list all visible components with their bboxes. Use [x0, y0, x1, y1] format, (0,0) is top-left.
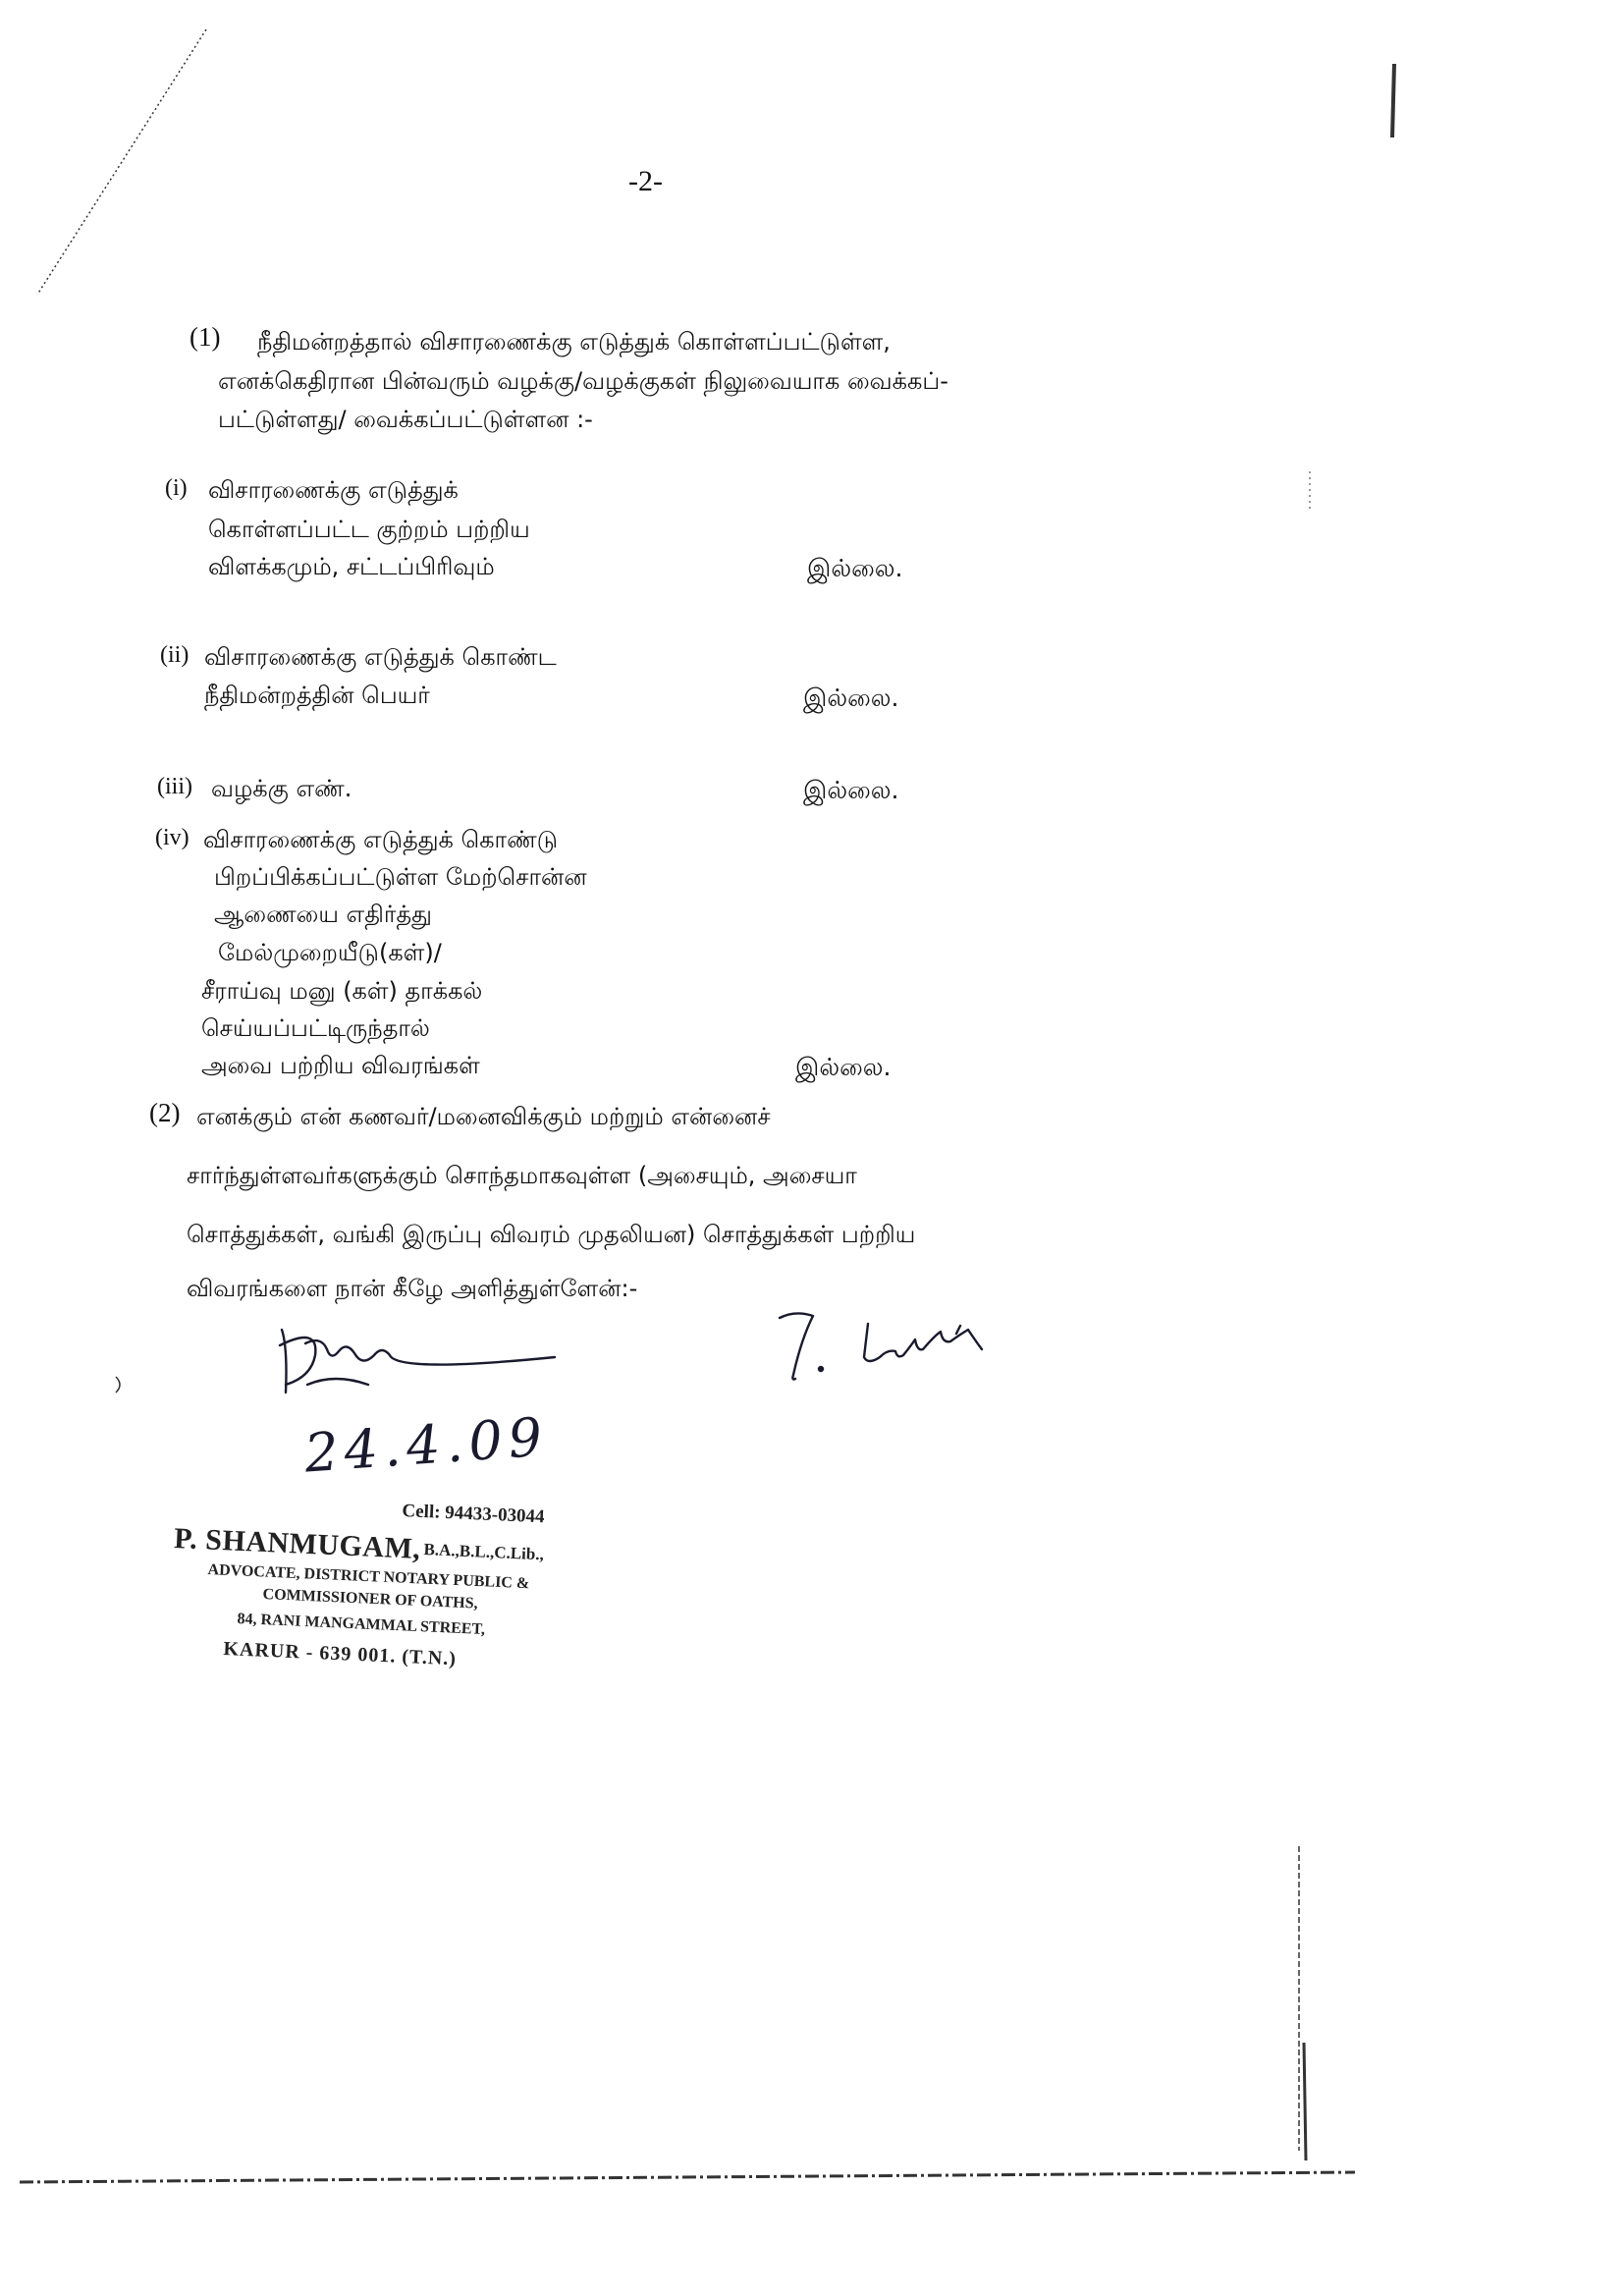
item-iv-line-1: விசாரணைக்கு எடுத்துக் கொண்டு: [203, 826, 559, 853]
paragraph-2-line-4: விவரங்களை நான் கீழே அளித்துள்ளேன்:-: [187, 1275, 638, 1302]
stamp-line-2: COMMISSIONER OF OATHS,: [262, 1586, 478, 1613]
item-iv-line-2: பிறப்பிக்கப்பட்டுள்ள மேற்சொன்ன: [214, 863, 587, 891]
paragraph-2-line-2: சார்ந்துள்ளவர்களுக்கும் சொந்தமாகவுள்ள (அசையும், அசையா: [187, 1162, 857, 1189]
item-ii-answer: இல்லை.: [803, 683, 899, 712]
paragraph-1-line-1: நீதிமன்றத்தால் விசாரணைக்கு எடுத்துக் கொள்ளப்பட்டுள்ள,: [257, 328, 891, 355]
deponent-signature: [766, 1296, 1100, 1394]
item-iv-line-5: சீராய்வு மனு (கள்) தாக்கல்: [201, 977, 483, 1005]
item-iv-label: (iv): [155, 825, 189, 850]
item-i-line-2: கொள்ளப்பட்ட குற்றம் பற்றிய: [208, 516, 530, 543]
stamp-cell: Cell: 94433-03044: [402, 1501, 545, 1528]
stamp-line-4: KARUR - 639 001. (T.N.): [223, 1638, 458, 1670]
item-ii-label: (ii): [160, 642, 189, 668]
paragraph-1-line-3: பட்டுள்ளது/ வைக்கப்பட்டுள்ளன :-: [218, 406, 593, 433]
item-i-line-1: விசாரணைக்கு எடுத்துக்: [208, 476, 459, 504]
item-i-line-3: விளக்கமும், சட்டப்பிரிவும்: [208, 553, 495, 580]
stamp-degree: B.A.,B.L.,C.Lib.,: [423, 1540, 545, 1564]
item-iv-line-4: மேல்முறையீடு(கள்)/: [218, 939, 442, 966]
item-iii-answer: இல்லை.: [803, 776, 899, 804]
item-iii-label: (iii): [157, 774, 192, 799]
paragraph-2-line-1: எனக்கும் என் கணவர்/மனைவிக்கும் மற்றும் என்னைச்: [196, 1103, 771, 1130]
item-ii-line-1: விசாரணைக்கு எடுத்துக் கொண்ட: [204, 643, 557, 671]
stamp-name: P. SHANMUGAM,: [173, 1522, 421, 1565]
item-iii-line-1: வழக்கு எண்.: [211, 775, 352, 802]
stamp-line-1: ADVOCATE, DISTRICT NOTARY PUBLIC &: [207, 1561, 530, 1593]
item-iv-line-7: அவை பற்றிய விவரங்கள்: [201, 1052, 480, 1079]
page-number: -2-: [628, 165, 663, 197]
item-ii-line-2: நீதிமன்றத்தின் பெயர்: [204, 682, 430, 709]
item-i-label: (i): [165, 475, 188, 501]
item-iv-answer: இல்லை.: [795, 1053, 892, 1081]
item-iv-line-6: செய்யப்பட்டிருந்தால்: [201, 1014, 430, 1042]
signature-date: 24.4.09: [302, 1405, 551, 1485]
item-i-answer: இல்லை.: [807, 554, 903, 582]
paragraph-1-line-2: எனக்கெதிரான பின்வரும் வழக்கு/வழக்குகள் நிலுவையாக வைக்கப்-: [218, 367, 948, 395]
paragraph-2-number: (2): [149, 1098, 181, 1127]
item-iv-line-3: ஆணையை எதிர்த்து: [214, 901, 432, 928]
paragraph-2-line-3: சொத்துக்கள், வங்கி இருப்பு விவரம் முதலியன) சொத்துக்கள் பற்றிய: [187, 1221, 916, 1248]
paragraph-1-number: (1): [189, 322, 221, 352]
stamp-line-3: 84, RANI MANGAMMAL STREET,: [237, 1611, 486, 1639]
